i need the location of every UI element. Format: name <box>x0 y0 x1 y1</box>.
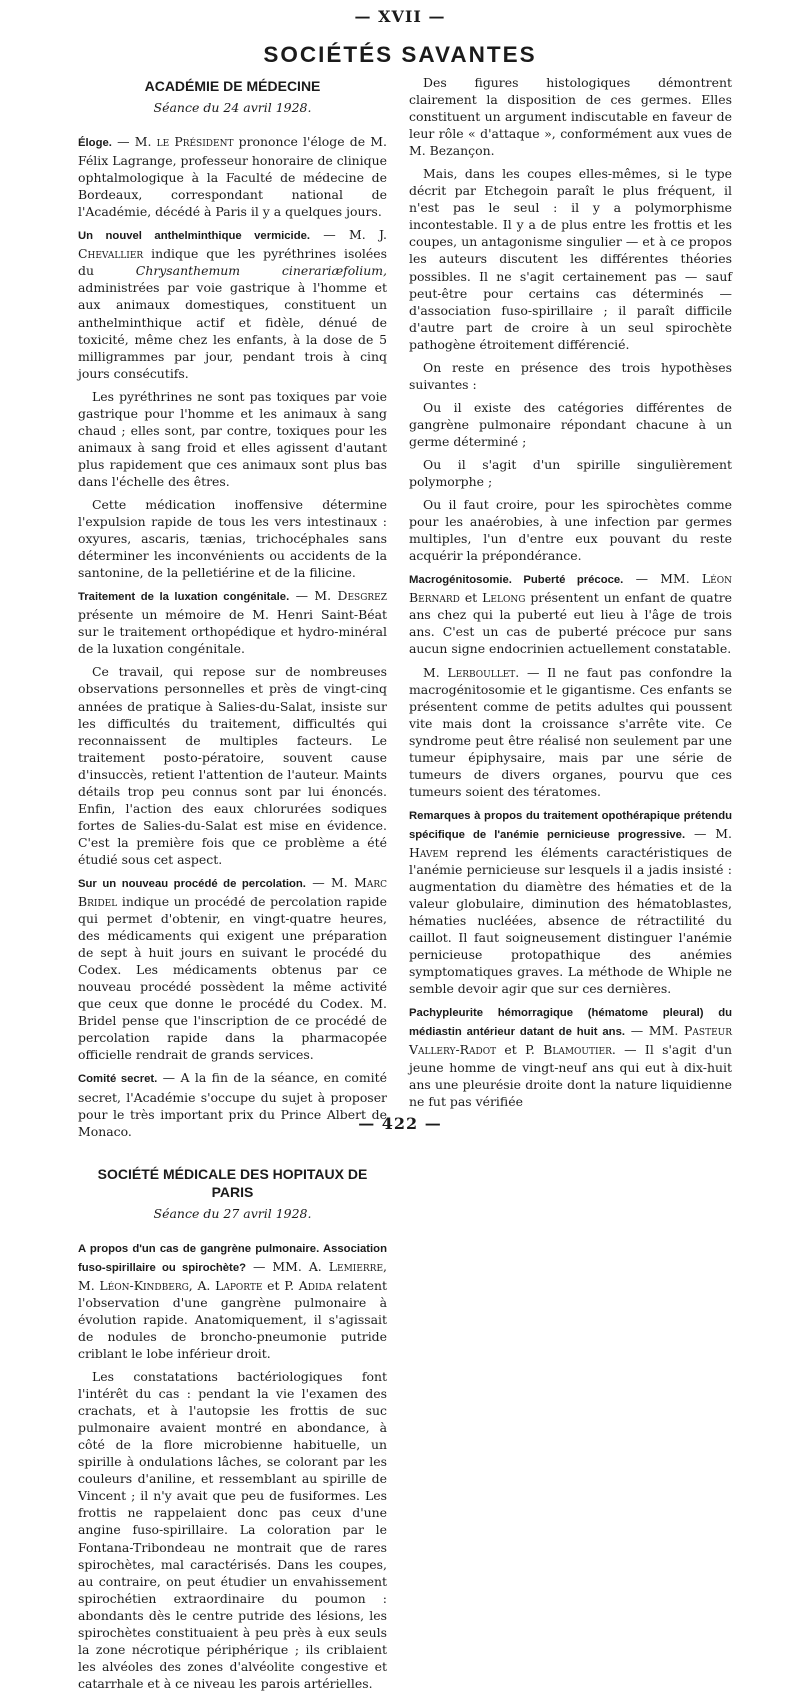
paragraph-constatations: Les constatations bactériologiques font l'intérêt du cas : pendant la vie l'examen des crachats, et à l'autopsie les frottis de suc pulmonaire avaient montré en abondance, à côté de la flore microbienne habituelle, un spirille à ondulations lâches, se colorant par les couleurs d'aniline, et ressemblant au spirille de Vincent ; il n'y avait que peu de fusiformes. Les frottis ne rappelaient donc pas ceux d'une angine fuso-spirillaire. La coloration par le Fontana-Tribondeau ne montrait que de rares spirochètes, mal caractérisés. Dans les coupes, au contraire, on peut étudier un envahissement spirochétien extraordinaire du poumon : abondants dès le centre putride des lésions, les spirochètes constituaient à peu près à eux seuls la zone nécrotique périphérique ; ils criblaient les alvéoles des zones d'alvéolite congestive et catarrhale et à ce niveau les parois artérielles. <box>78 1369 387 1691</box>
right-column <box>409 74 732 1116</box>
page-title: SOCIÉTÉS SAVANTES <box>263 42 537 67</box>
heading-luxation: Traitement de la luxation congénitale. <box>78 591 290 604</box>
section-title-academie: ACADÉMIE DE MÉDECINE <box>144 78 321 94</box>
paragraph-anemie: Remarques à propos du traitement opothérapique prétendu spécifique de l'anémie pernicieuse progressive. — M. Havem reprend les éléments caractéristiques de l'anémie pernicieuse sur lesquels il a jadis insisté : augmentation du diamètre des hématies et de la valeur globulaire, diminution des hématoblastes, hématies nucléées, absence de rétractilité du caillot. Il faut soigneusement distinguer l'anémie pernicieuse protopathique des anémies symptomatiques graves. La méthode de Whiple ne semble devoir agir que sur ces dernières. <box>409 809 732 997</box>
heading-percolation: Sur un nouveau procédé de percolation. <box>78 877 306 890</box>
paragraph-pyrethrines: Les pyréthrines ne sont pas toxiques par voie gastrique pour l'homme et les animaux à sang chaud ; elles sont, par contre, toxiques pour les animaux à sang froid et elles agissent d'autant plus rapidement que ces animaux sont plus bas dans l'échelle des êtres. <box>78 388 387 489</box>
paragraph-travail: Ce travail, qui repose sur de nombreuses observations personnelles et près de vingt-cinq années de pratique à Salies-du-Salat, insiste sur les difficultés du traitement, difficultés qui reconnaissent de multiples facteurs. Le traitement posto-pératoire, souvent cause d'insuccès, retient l'attention de l'auteur. Maints détails trop peu connus sont par lui énoncés. Enfin, l'action des eaux chlorurées sodiques fortes de Salies-du-Salat est mise en évidence. C'est la première fois que ce problème a été étudié sous cet aspect. <box>78 664 387 867</box>
paragraph-pachypleurite: Pachypleurite hémorragique (hématome pleural) du médiastin antérieur datant de huit ans. — MM. Pasteur Vallery-Radot et P. Blamoutier. — Il s'agit d'un jeune homme de vingt-neuf ans qui eut à dix-huit ans une pleurésie droite dont la nature liquidienne ne fut pas vérifiée <box>409 1007 732 1109</box>
seance-date-academie: Séance du 24 avril 1928. <box>153 100 312 115</box>
paragraph-luxation: Traitement de la luxation congénitale. — M. Desgrez présente un mémoire de M. Henri Saint-Béat sur le traitement orthopédique et hydro-minéral de la luxation congénitale. <box>78 588 387 657</box>
paragraph-macrogenitosomie: Macrogénitosomie. Puberté précoce. — MM. Léon Bernard et Lelong présentent un enfant de quatre ans chez qui la puberté eut lieu à l'âge de trois ans. C'est un cas de puberté précoce pur sans aucun signe endocrinien actuellement constatable. <box>409 571 733 657</box>
heading-gangrene: A propos d'un cas de gangrène pulmonaire. Association fuso-spirillaire ou spirochète? <box>78 1242 387 1274</box>
heading-comite: Comité secret. <box>78 1073 158 1086</box>
paragraph-comite: Comité secret. — A la fin de la séance, en comité secret, l'Académie s'occupe du sujet à proposer pour le très important prix du Prince Albert de Monaco. <box>78 1070 387 1139</box>
paragraph-percolation: Sur un nouveau procédé de percolation. — M. Marc Bridel indique un procédé de percolation rapide qui permet d'obtenir, en vingt-quatre heures, des médicaments qui exigent une préparation de sept à huit jours en suivant le procédé du Codex. Les médicaments obtenus par ce nouveau procédé possèdent la même activité que ceux que donne le procédé du Codex. M. Bridel pense que l'inscription de ce procédé de percolation rapide dans la pharmacopée officielle rendrait de grands services. <box>78 874 387 1063</box>
paragraph-vermicide: Un nouvel anthelminthique vermicide. — M. J. Chevallier indique que les pyréthrines isolées du Chrysanthemum cinerariæfolium, administrées par voie gastrique à l'homme et aux animaux domestiques, constituent un anthelminthique actif et fidèle, dénué de toxicité, même chez les enfants, à la dose de 5 milligrammes par jour, pendant trois à cinq jours consécutifs. <box>78 227 387 381</box>
heading-pachypleurite: Pachypleurite hémorragique (hématome pleural) du médiastin antérieur datant de huit ans. <box>409 1007 732 1039</box>
heading-eloge: Éloge. <box>78 137 112 150</box>
section-title-societe: SOCIÉTÉ MÉDICALE DES HOPITAUX DE PARIS <box>97 1165 368 1200</box>
paragraph-hypothese-1: Ou il existe des catégories différentes de gangrène pulmonaire répondant chacune à un germe déterminé ; <box>409 399 732 449</box>
left-column <box>78 77 387 1698</box>
seance-date-societe: Séance du 27 avril 1928. <box>153 1205 312 1221</box>
page-number-roman: — XVII — <box>354 7 446 26</box>
heading-macrogenitosomie: Macrogénitosomie. Puberté précoce. <box>409 574 624 587</box>
paragraph-medication: Cette médication inoffensive détermine l'expulsion rapide de tous les vers intestinaux : oxyures, ascaris, tænias, trichocéphales sans déterminer les inconvénients ou accidents de la santonine, de la pelletiérine et de la filicine. <box>78 496 387 581</box>
paragraph-polymorphisme: Mais, dans les coupes elles-mêmes, si le type décrit par Etchegoin paraît le plus fréquent, il n'est pas le seul : il y a polymorphisme incontestable. Il y a de plus entre les frottis et les coupes, un antagonisme singulier — et à ce propos les auteurs discutent les différentes théories possibles. Il ne s'agit certainement pas — sauf peut-être pour certains cas déterminés — d'association fuso-spirillaire ; il paraît difficile d'autre part de croire à un seul spirochète pathogène étroitement différencié. <box>409 166 732 352</box>
paragraph-gangrene: A propos d'un cas de gangrène pulmonaire. Association fuso-spirillaire ou spirochète? — MM. A. Lemierre, M. Léon-Kindberg, A. Laporte et P. Adida relatent l'observation d'une gangrène pulmonaire à évolution rapide. Anatomiquement, il s'agissait de nodules de broncho-pneumonie putride criblant le lobe inférieur droit. <box>78 1242 387 1361</box>
heading-anemie: Remarques à propos du traitement opothérapique prétendu spécifique de l'anémie pernicieuse progressive. <box>409 809 732 841</box>
paragraph-hypothese-3: Ou il faut croire, pour les spirochètes comme pour les anaérobies, à une infection par germes multiples, l'un d'entre eux pouvant du reste acquérir la prépondérance. <box>409 497 732 564</box>
heading-vermicide: Un nouvel anthelminthique vermicide. <box>78 230 311 243</box>
paragraph-eloge: Éloge. — M. le Président prononce l'éloge de M. Félix Lagrange, professeur honoraire de clinique ophtalmologique à la Faculté de médecine de Bordeaux, correspondant national de l'Académie, décédé à Paris il y a quelques jours. <box>78 134 387 220</box>
paragraph-hypothese-2: Ou il s'agit d'un spirille singulièrement polymorphe ; <box>409 456 732 490</box>
paragraph-hypotheses: On reste en présence des trois hypothèses suivantes : <box>409 359 732 392</box>
page-number: — 422 — <box>358 1114 442 1133</box>
paragraph-lerboullet: M. Lerboullet. — Il ne faut pas confondre la macrogénitosomie et le gigantisme. Ces enfants se présentent comme de petits adultes qui poussent vite mais dont la croissance s'arrête vite. Ce syndrome peut être réalisé non seulement par une tumeur épiphysaire, mais par une série de tumeurs de divers organes, pourvu que ces tumeurs soient des tératomes. <box>409 664 732 799</box>
paragraph-figures: Des figures histologiques démontrent clairement la disposition de ces germes. Elles constituent un argument indiscutable en faveur de leur rôle « d'attaque », conformément aux vues de M. Bezançon. <box>409 75 732 159</box>
